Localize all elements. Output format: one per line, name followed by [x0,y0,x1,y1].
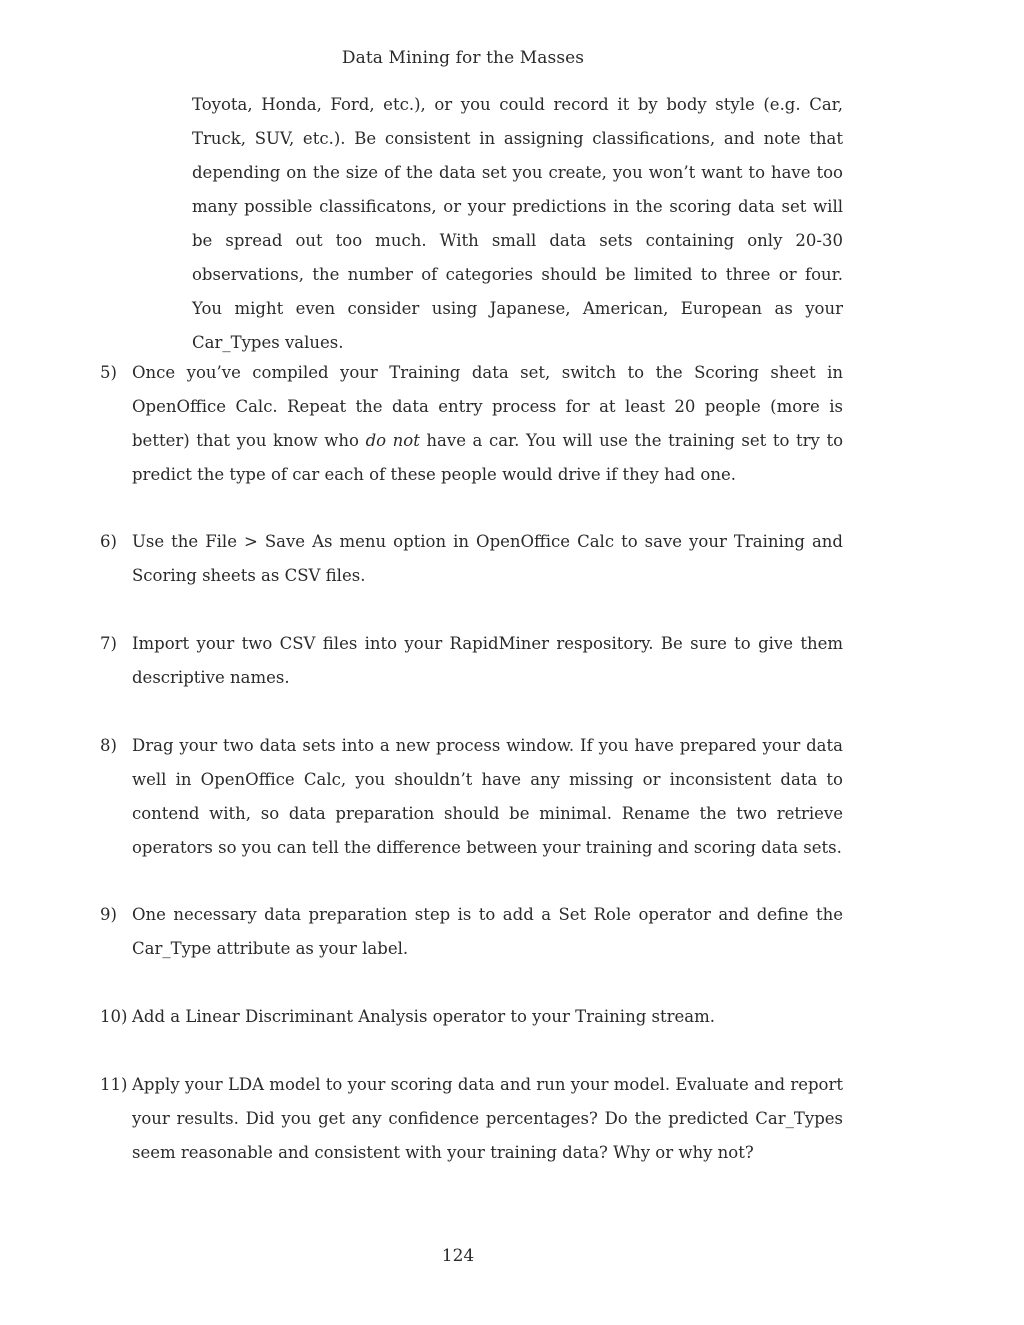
list-item-number: 6) [100,532,117,551]
list-item-number: 9) [100,905,117,924]
list-item-number: 8) [100,736,117,755]
list-item-7 [100,627,843,695]
list-item-5 [100,356,843,492]
page-header-title: Data Mining for the Masses [341,48,585,68]
list-item-text: Use the File > Save As menu option in OpenOffice Calc to save your Training and Scoring sheets as CSV files. [132,532,843,585]
page-number: 124 [441,1246,475,1266]
list-item-number: 10) [100,1007,128,1026]
list-item-number: 7) [100,634,117,653]
emphasis-do-not: do not [365,431,420,450]
list-item-text: Drag your two data sets into a new process window. If you have prepared your data well in OpenOffice Calc, you shouldn’t have any missing or inconsistent data to contend with, so data preparation should be minimal. Rename the two retrieve operators so you can tell the difference between your training and scoring data sets. [132,736,843,857]
list-item-9 [100,898,843,966]
list-item-number: 11) [100,1075,128,1094]
list-item-number: 5) [100,363,117,382]
continuation-paragraph: Toyota, Honda, Ford, etc.), or you could record it by body style (e.g. Car, Truck, SUV, etc.). Be consistent in assigning classifications, and note that depending on the size of the data set you create, you won’t want to have too many possible classificatons, or your predictions in the scoring data set will be spread out too much. With small data sets containing only 20-30 observations, the number of categories should be limited to three or four. You might even consider using Japanese, American, European as your Car_Types values. [192,95,843,352]
list-item-8 [100,729,843,865]
list-item-text: One necessary data preparation step is to add a Set Role operator and define the Car_Type attribute as your label. [132,905,843,958]
list-item-text: Import your two CSV files into your RapidMiner respository. Be sure to give them descriptive names. [132,634,843,687]
list-item-text: Add a Linear Discriminant Analysis operator to your Training stream. [132,1007,715,1026]
list-item-6 [100,525,843,593]
list-item-10 [100,1000,843,1034]
list-item-text: Once you’ve compiled your Training data set, switch to the Scoring sheet in OpenOffice Calc. Repeat the data entry process for at least 20 people (more is better) that you know who do not have a car. You will use the training set to try to predict the type of car each of these people would drive if they had one. [132,363,844,484]
list-item-text: Apply your LDA model to your scoring data and run your model. Evaluate and report your results. Did you get any confidence percentages? Do the predicted Car_Types seem reasonable and consistent with your training data? Why or why not? [132,1075,843,1162]
list-item-11 [100,1068,843,1170]
